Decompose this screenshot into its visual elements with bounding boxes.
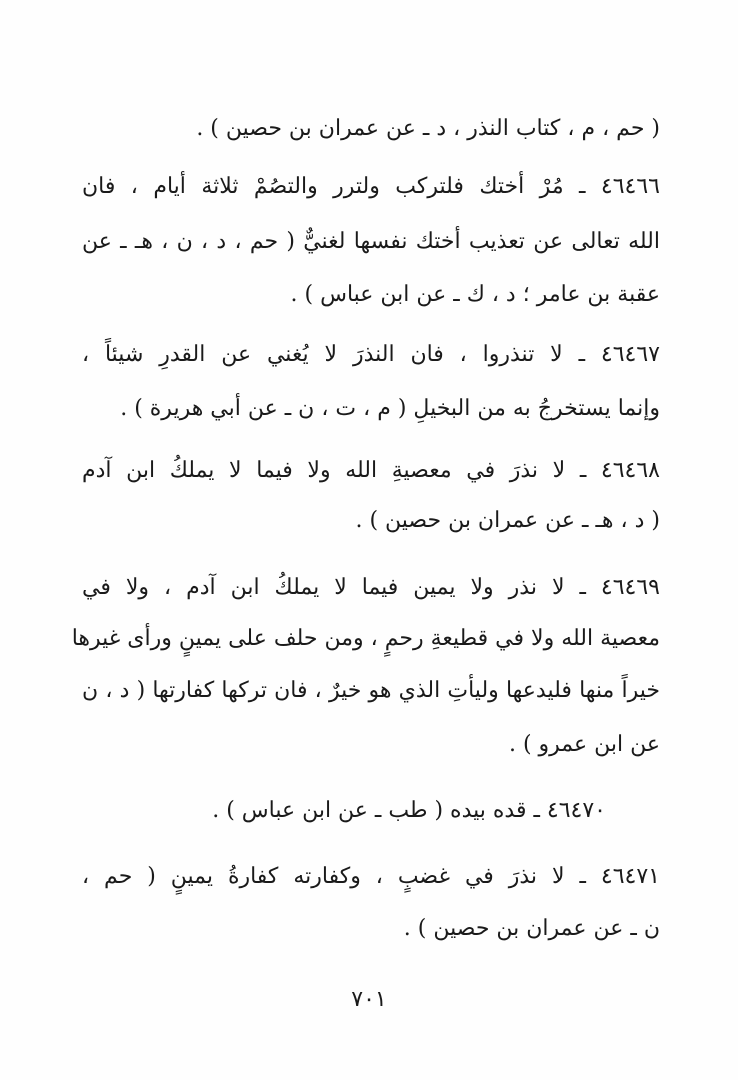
hadith-46466-line-3: عقبة بن عامر ؛ د ، ك ـ عن ابن عباس ) . bbox=[290, 282, 660, 307]
hadith-46471-line-1: ٤٦٤٧١ ـ لا نذرَ في غضبٍ ، وكفارته كفارةُ يمينٍ ( حم ، bbox=[82, 864, 660, 889]
hadith-46467-line-1: ٤٦٤٦٧ ـ لا تنذروا ، فان النذرَ لا يُغني عن القدرِ شيئاً ، bbox=[82, 342, 660, 367]
hadith-46469-line-2: معصية الله ولا في قطيعةِ رحمٍ ، ومن حلف على يمينٍ ورأى غيرها bbox=[71, 626, 660, 651]
hadith-46468-line-1: ٤٦٤٦٨ ـ لا نذرَ في معصيةِ الله ولا فيما لا يملكُ ابن آدم bbox=[82, 458, 660, 483]
source-line: ( حم ، م ، كتاب النذر ، د ـ عن عمران بن حصين ) . bbox=[196, 116, 660, 141]
hadith-46466-line-1: ٤٦٤٦٦ ـ مُرْ أختك فلتركب ولترر والتصُمْ ثلاثة أيام ، فان bbox=[82, 174, 660, 199]
hadith-46469-line-1: ٤٦٤٦٩ ـ لا نذر ولا يمين فيما لا يملكُ ابن آدم ، ولا في bbox=[82, 575, 660, 600]
hadith-46469-line-4: عن ابن عمرو ) . bbox=[508, 732, 660, 757]
hadith-46468-line-2: ( د ، هـ ـ عن عمران بن حصين ) . bbox=[355, 508, 660, 533]
hadith-46471-line-2: ن ـ عن عمران بن حصين ) . bbox=[403, 916, 660, 941]
hadith-46467-line-2: وإنما يستخرجُ به من البخيلِ ( م ، ت ، ن ـ عن أبي هريرة ) . bbox=[120, 396, 660, 421]
page-number: ٧٠١ bbox=[351, 987, 387, 1012]
hadith-46466-line-2: الله تعالى عن تعذيب أختك نفسها لغنيٌّ ( حم ، د ، ن ، هـ ـ عن bbox=[82, 229, 660, 254]
hadith-46470-line-1: ٤٦٤٧٠ ـ قده بيده ( طب ـ عن ابن عباس ) . bbox=[212, 798, 606, 823]
hadith-46469-line-3: خيراً منها فليدعها وليأتِ الذي هو خيرٌ ، فان تركها كفارتها ( د ، ن bbox=[82, 678, 660, 703]
